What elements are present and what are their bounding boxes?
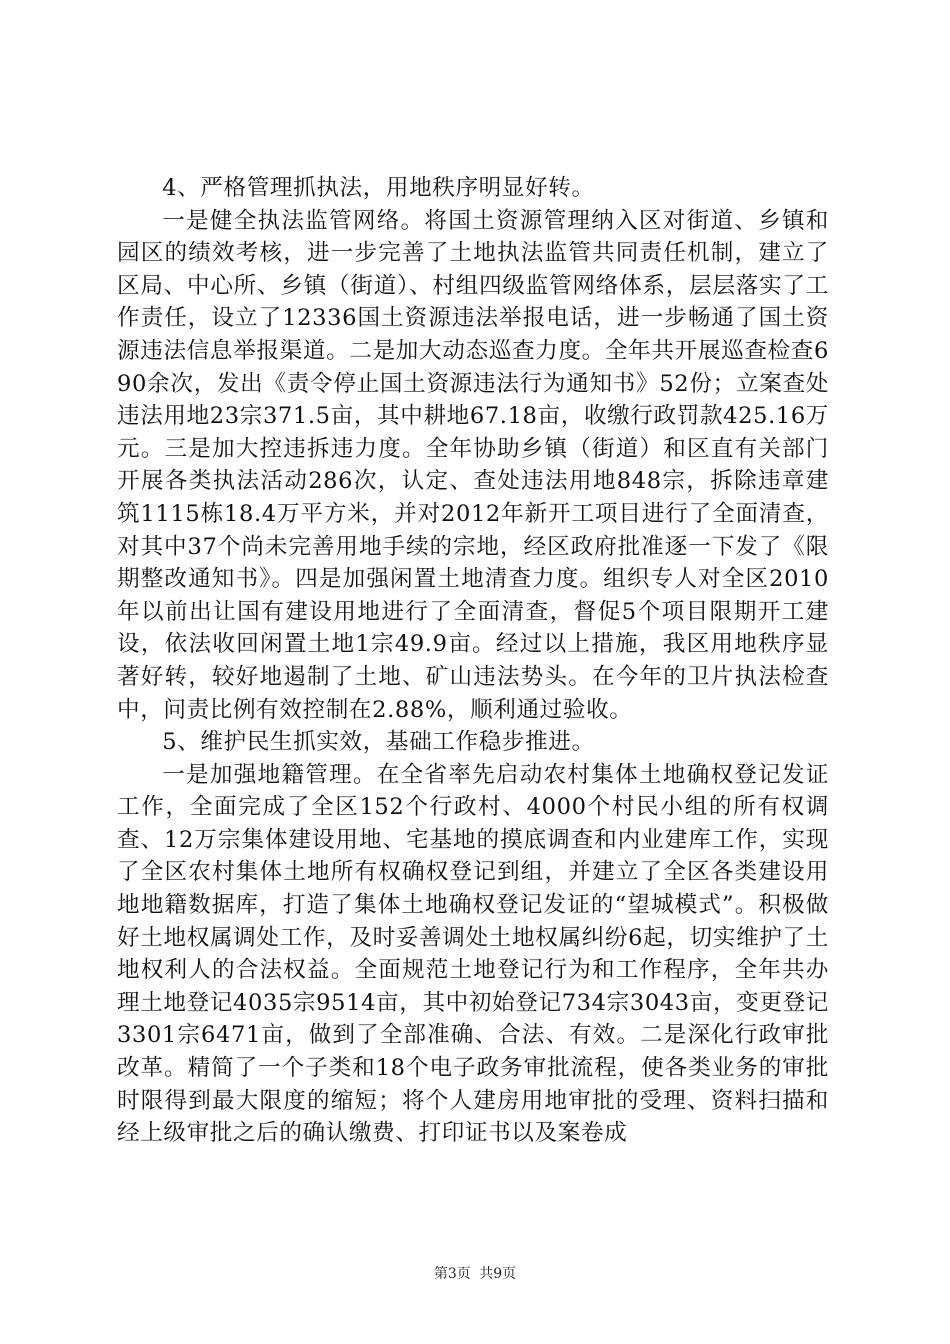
section-4-paragraph: 一是健全执法监管网络。将国土资源管理纳入区对街道、乡镇和园区的绩效考核，进一步完善了土地执法监管共同责任机制，建立了区局、中心所、乡镇（街道）、村组四级监管网络体系，层层落实了工作责任，设立了12336国土资源违法举报电话，进一步畅通了国土资源违法信息举报渠道。二是加大动态巡查力度。全年共开展巡查检查690余次，发出《责令停止国土资源违法行为通知书》52份；立案查处违法用地23宗371.5亩，其中耕地67.18亩，收缴行政罚款425.16万元。三是加大控违拆违力度。全年协助乡镇（街道）和区直有关部门开展各类执法活动286次，认定、查处违法用地848宗，拆除违章建筑1115栋18.4万平方米，并对2012年新开工项目进行了全面清查，对其中37个尚未完善用地手续的宗地，经区政府批准逐一下发了《限期整改通知书》。四是加强闲置土地清查力度。组织专人对全区2010年以前出让国有建设用地进行了全面清查，督促5个项目限期开工建设，依法收回闲置土地1宗49.9亩。经过以上措施，我区用地秩序显著好转，较好地遏制了土地、矿山违法势头。在今年的卫片执法检查中，问责比例有效控制在2.88%，顺利通过验收。 [117,207,829,723]
section-5-heading: 5、维护民生抓实效，基础工作稳步推进。 [162,729,595,756]
page-number: 第3页 [433,1266,471,1282]
page-footer [0,1265,950,1283]
section-5-paragraph: 一是加强地籍管理。在全省率先启动农村集体土地确权登记发证工作，全面完成了全区152个行政村、4000个村民小组的所有权调查、12万宗集体建设用地、宅基地的摸底调查和内业建库工作，实现了全区农村集体土地所有权确权登记到组，并建立了全区各类建设用地地籍数据库，打造了集体土地确权登记发证的“望城模式”。积极做好土地权属调处工作，及时妥善调处土地权属纠纷6起，切实维护了土地权利人的合法权益。全面规范土地登记行为和工作程序，全年共办理土地登记4035宗9514亩，其中初始登记734宗3043亩，变更登记3301宗6471亩，做到了全部准确、合法、有效。二是深化行政审批改革。精简了一个子类和18个电子政务审批流程，使各类业务的审批时限得到最大限度的缩短；将个人建房用地审批的受理、资料扫描和经上级审批之后的确认缴费、打印证书以及案卷成 [117,761,829,1147]
document-body [117,172,829,1150]
section-4-heading: 4、严格管理抓执法，用地秩序明显好转。 [162,175,595,201]
page-total: 共9页 [479,1266,517,1282]
